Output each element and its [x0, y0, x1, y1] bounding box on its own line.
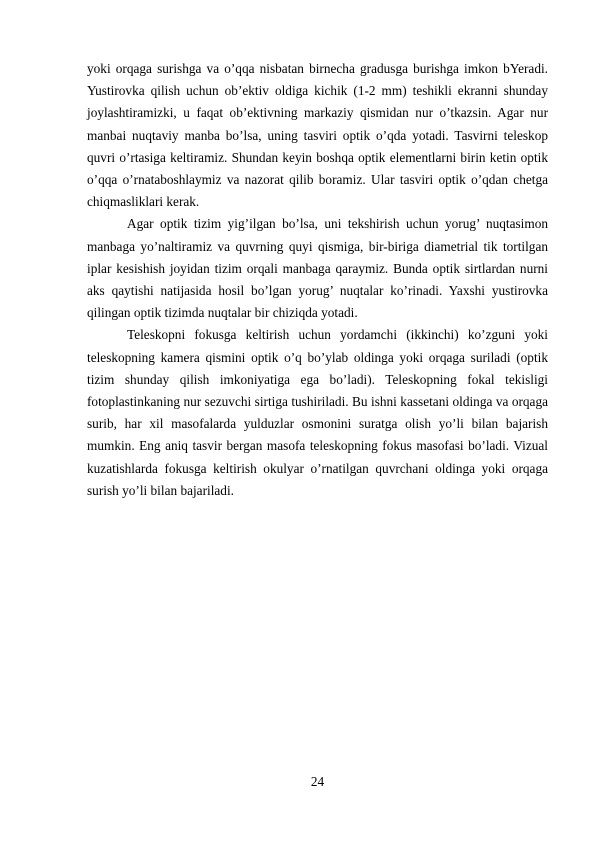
body-text: [87, 58, 548, 502]
paragraph-3: Teleskopni fokusga keltirish uchun yordamchi (ikkinchi) ko’zguni yoki teleskopning kamera qismini optik o’q bo’ylab oldinga yoki orqaga suriladi (optik tizim shunday qilish imkoniyatiga ega bo’ladi). Teleskopning fokal tekisligi fotoplastinkaning nur sezuvchi sirtiga tushiriladi. Bu ishni kassetani oldinga va orqaga surib, har xil masofalarda yulduzlar osmonini suratga olish yo’li bilan bajarish mumkin. Eng aniq tasvir bergan masofa teleskopning fokus masofasi bo’ladi. Vizual kuzatishlarda fokusga keltirish okulyar o’rnatilgan quvrchani oldinga yoki orqaga surish yo’li bilan bajariladi.: [87, 327, 548, 498]
paragraph-2: Agar optik tizim yig’ilgan bo’lsa, uni tekshirish uchun yorug’ nuqtasimon manbaga yo’naltiramiz va quvrning quyi qismiga, bir-biriga diametrial tik tortilgan iplar kesishish joyidan tizim orqali manbaga qaraymiz. Bunda optik sirtlardan nurni aks qaytishi natijasida hosil bo’lgan yorug’ nuqtalar ko’rinadi. Yaxshi yustirovka qilingan optik tizimda nuqtalar bir chiziqda yotadi.: [87, 216, 548, 321]
page-number: 24: [310, 774, 325, 789]
paragraph-1: yoki orqaga surishga va o’qqa nisbatan birnecha gradusga burishga imkon bYeradi. Yustirovka qilish uchun ob’ektiv oldiga kichik (1-2 mm) teshikli ekranni shunday joylashtiramizki, u faqat ob’ektivning markaziy qismidan nur o’tkazsin. Agar nur manbai nuqtaviy manba bo’lsa, uning tasviri optik o’qda yotadi. Tasvirni teleskop quvri o’rtasiga keltiramiz. Shundan keyin boshqa optik elementlarni birin ketin optik o’qqa o’rnataboshlaymiz va nazorat qilib boramiz. Ular tasviri optik o’qdan chetga chiqmasliklari kerak.: [87, 61, 548, 210]
